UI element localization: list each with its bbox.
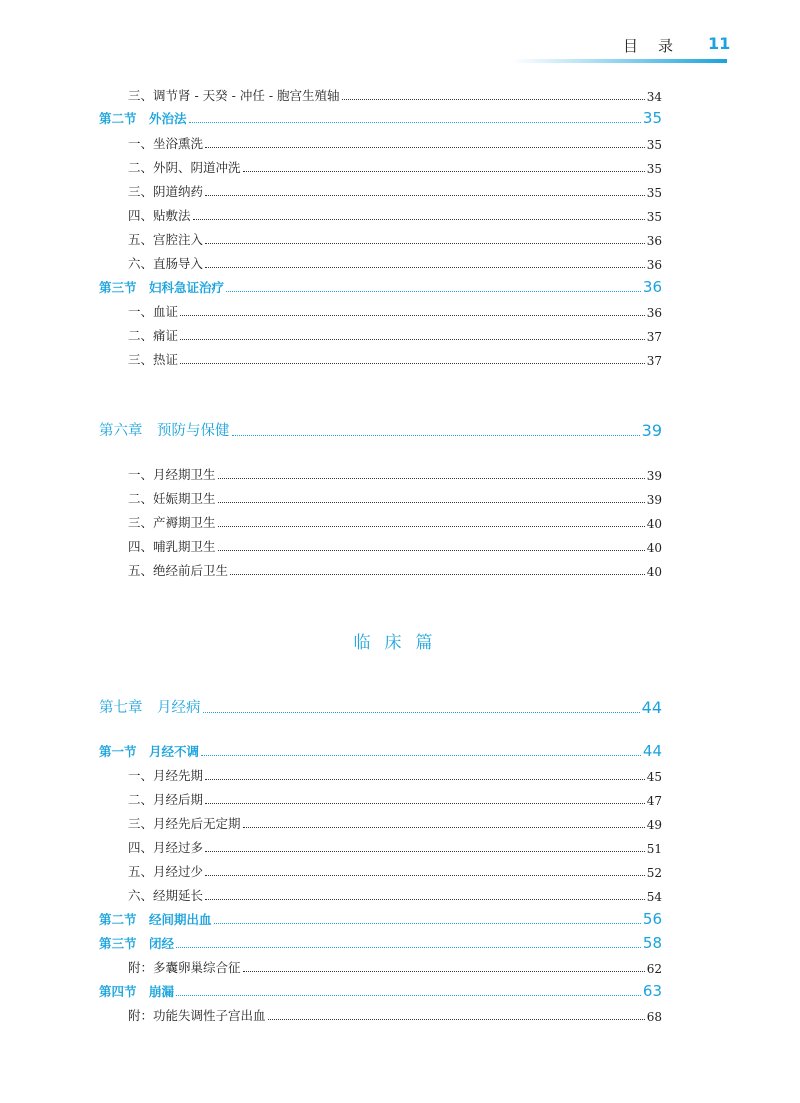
entry-title: 四、月经过多 [128, 840, 204, 855]
section-entry [99, 278, 662, 296]
leader-dots [205, 243, 645, 244]
chapter-entry [99, 419, 662, 440]
entry-page-number: 68 [646, 1010, 662, 1024]
section-entry [99, 982, 662, 1000]
entry-title: 二、月经后期 [128, 792, 204, 807]
toc-item [128, 182, 662, 200]
toc-item [128, 326, 662, 344]
header-page-number: 11 [708, 34, 731, 53]
toc-item [128, 513, 662, 531]
toc-item [128, 561, 662, 579]
entry-title: 四、哺乳期卫生 [128, 539, 216, 554]
entry-title: 一、坐浴熏洗 [128, 136, 204, 151]
leader-dots [218, 502, 645, 503]
entry-title: 二、外阴、阴道冲洗 [128, 160, 241, 175]
entry-title: 三、调节肾 - 天癸 - 冲任 - 胞宫生殖轴 [128, 88, 340, 103]
leader-dots [193, 219, 645, 220]
entry-title: 一、血证 [128, 304, 179, 319]
entry-page-number: 39 [646, 469, 662, 483]
entry-title: 三、月经先后无定期 [128, 816, 241, 831]
entry-page-number: 35 [646, 138, 662, 152]
section-entry [99, 910, 662, 928]
entry-page-number: 39 [646, 493, 662, 507]
leader-dots [205, 147, 645, 148]
entry-page-number: 45 [646, 770, 662, 784]
entry-title: 第二节 经间期出血 [99, 912, 212, 927]
entry-page-number: 36 [646, 234, 662, 248]
entry-title: 四、贴敷法 [128, 208, 191, 223]
entry-page-number: 40 [646, 517, 662, 531]
entry-page-number: 54 [646, 890, 662, 904]
chapter-entry [99, 696, 662, 717]
entry-title: 附：功能失调性子宫出血 [128, 1008, 266, 1023]
entry-title: 三、阴道纳药 [128, 184, 204, 199]
entry-title: 附：多囊卵巢综合征 [128, 960, 241, 975]
section-entry [99, 109, 662, 127]
leader-dots [214, 923, 641, 924]
leader-dots [176, 995, 641, 996]
toc-item [128, 86, 662, 104]
leader-dots [218, 526, 645, 527]
entry-title: 一、月经先期 [128, 768, 204, 783]
leader-dots [180, 339, 645, 340]
entry-title: 三、热证 [128, 352, 179, 367]
toc-item [128, 838, 662, 856]
entry-page-number: 40 [646, 565, 662, 579]
entry-page-number: 56 [642, 910, 662, 928]
header-title: 目录 [623, 37, 694, 55]
leader-dots [218, 478, 645, 479]
entry-page-number: 49 [646, 818, 662, 832]
header-rule [512, 59, 727, 63]
entry-page-number: 39 [641, 421, 662, 440]
leader-dots [268, 1019, 645, 1020]
entry-page-number: 51 [646, 842, 662, 856]
leader-dots [226, 291, 641, 292]
entry-page-number: 35 [642, 109, 662, 127]
toc-item [128, 537, 662, 555]
leader-dots [218, 550, 645, 551]
entry-page-number: 62 [646, 962, 662, 976]
entry-page-number: 35 [646, 162, 662, 176]
toc-item [128, 886, 662, 904]
toc-item [128, 302, 662, 320]
entry-page-number: 37 [646, 354, 662, 368]
entry-title: 一、月经期卫生 [128, 467, 216, 482]
toc-item [128, 230, 662, 248]
leader-dots [243, 827, 645, 828]
leader-dots [243, 971, 645, 972]
toc-item [128, 766, 662, 784]
leader-dots [232, 435, 640, 436]
entry-title: 五、月经过少 [128, 864, 204, 879]
entry-title: 第四节 崩漏 [99, 984, 175, 999]
entry-page-number: 36 [642, 278, 662, 296]
entry-title: 三、产褥期卫生 [128, 515, 216, 530]
toc-item [128, 206, 662, 224]
entry-page-number: 35 [646, 210, 662, 224]
section-entry [99, 934, 662, 952]
toc-item [128, 862, 662, 880]
entry-title: 第二节 外治法 [99, 111, 187, 126]
entry-title: 二、妊娠期卫生 [128, 491, 216, 506]
toc-item [128, 790, 662, 808]
leader-dots [205, 195, 645, 196]
entry-title: 五、宫腔注入 [128, 232, 204, 247]
part-title: 临床篇 [353, 633, 447, 653]
entry-page-number: 47 [646, 794, 662, 808]
entry-page-number: 40 [646, 541, 662, 555]
entry-page-number: 52 [646, 866, 662, 880]
leader-dots [201, 755, 641, 756]
leader-dots [205, 851, 645, 852]
leader-dots [205, 875, 645, 876]
entry-page-number: 63 [642, 982, 662, 1000]
entry-page-number: 44 [641, 698, 662, 717]
leader-dots [342, 99, 645, 100]
toc-item [128, 254, 662, 272]
entry-page-number: 35 [646, 186, 662, 200]
entry-title: 六、直肠导入 [128, 256, 204, 271]
toc-item [128, 350, 662, 368]
section-entry [99, 742, 662, 760]
entry-title: 第六章 预防与保健 [99, 423, 230, 439]
leader-dots [243, 171, 645, 172]
entry-page-number: 58 [642, 934, 662, 952]
leader-dots [203, 712, 640, 713]
leader-dots [180, 315, 645, 316]
entry-title: 第七章 月经病 [99, 700, 201, 716]
entry-title: 五、绝经前后卫生 [128, 563, 229, 578]
toc-item [128, 814, 662, 832]
entry-title: 六、经期延长 [128, 888, 204, 903]
entry-page-number: 34 [646, 90, 662, 104]
entry-page-number: 36 [646, 306, 662, 320]
toc-item [128, 465, 662, 483]
entry-title: 第三节 妇科急证治疗 [99, 280, 225, 295]
entry-title: 第一节 月经不调 [99, 744, 200, 759]
toc-item [128, 158, 662, 176]
leader-dots [189, 122, 641, 123]
leader-dots [205, 779, 645, 780]
leader-dots [230, 574, 645, 575]
entry-page-number: 44 [642, 742, 662, 760]
leader-dots [205, 899, 645, 900]
toc-item [128, 958, 662, 976]
entry-page-number: 37 [646, 330, 662, 344]
leader-dots [176, 947, 641, 948]
leader-dots [180, 363, 645, 364]
leader-dots [205, 267, 645, 268]
toc-item [128, 134, 662, 152]
entry-title: 第三节 闭经 [99, 936, 175, 951]
entry-page-number: 36 [646, 258, 662, 272]
entry-title: 二、痛证 [128, 328, 179, 343]
leader-dots [205, 803, 645, 804]
toc-item [128, 1006, 662, 1024]
toc-item [128, 489, 662, 507]
